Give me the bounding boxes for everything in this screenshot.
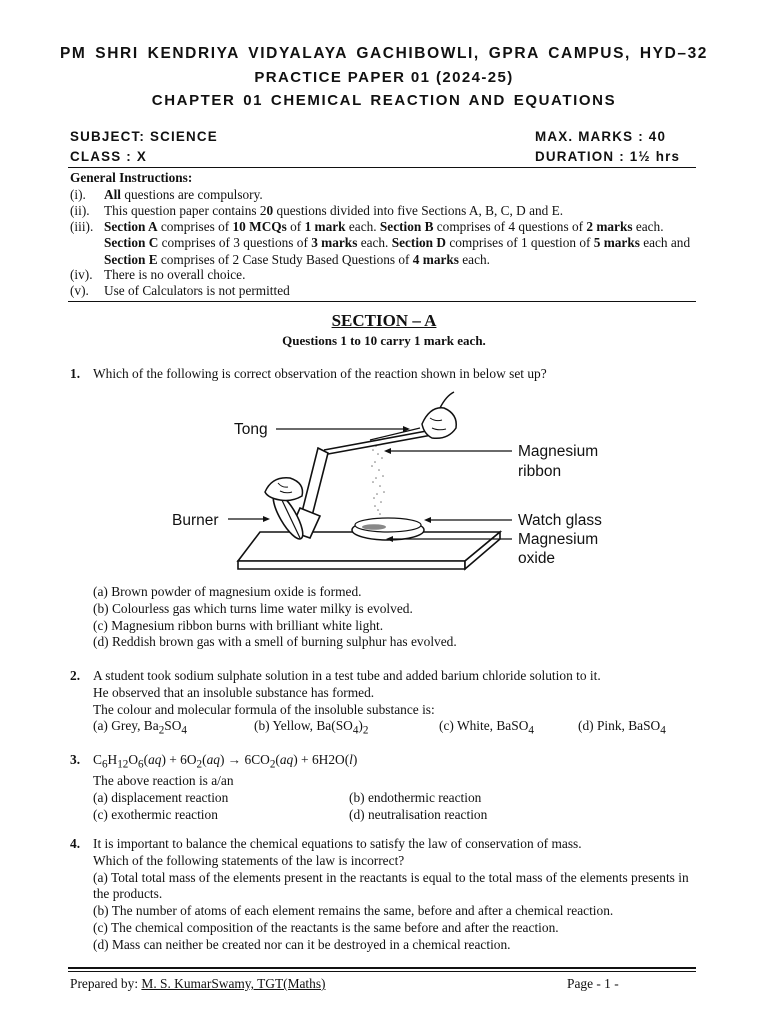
instruction-item (70, 187, 698, 203)
chemical-equation: $C_6H_{12}O_6(aq) + 6O_2(aq) \to 6CO_2(aq) + 6H2O(l)$ (93, 752, 358, 771)
instruction-text: Use of Calculators is not permitted (104, 283, 290, 298)
question-number: 1. (70, 366, 81, 381)
options-row (70, 807, 698, 824)
subject-label: SUBJECT: SCIENCE (70, 129, 218, 144)
prepared-by (70, 976, 326, 992)
question-4 (70, 836, 698, 954)
label-tong: Tong (234, 421, 268, 438)
option-b: (b) Yellow, $Ba(SO_4)_2$ (254, 718, 369, 738)
option-d: (d) Pink, BaSO$_4$ (578, 718, 666, 738)
page-number: Page - 1 - (567, 976, 619, 991)
option-c: (c) Magnesium ribbon burns with brilliant white light. (93, 617, 384, 633)
option-c: (c) The chemical composition of the reactants is the same before and after the reaction. (93, 919, 559, 935)
question-number: 4. (70, 836, 81, 851)
watch-glass-rim (355, 518, 421, 532)
tong-arm (324, 430, 432, 450)
instruction-text: There is no overall choice. (104, 267, 246, 282)
class-label: CLASS : X (70, 149, 148, 164)
bench-front (238, 561, 465, 569)
label-burner: Burner (172, 512, 219, 529)
right-hand (422, 408, 456, 438)
option-a: (a) displacement reaction (93, 790, 229, 806)
option-a: (a) Grey, $Ba_2SO_4$ (93, 718, 187, 738)
label-magnesium-oxide-1: Magnesium (518, 531, 599, 548)
label-magnesium-oxide-2: oxide (518, 550, 556, 567)
question-text: Which of the following statements of the law is incorrect? (93, 852, 405, 868)
paper-title: PRACTICE PAPER 01 (2024-25) (254, 69, 514, 86)
label-watch-glass: Watch glass (518, 512, 602, 529)
question-3 (70, 752, 698, 824)
instruction-text: Section A comprises of 10 MCQs of 1 mark each. Section B comprises of 4 questions of 2 marks each. Section C comprises of 3 questions of 3 marks each. Section D comprises of 1 question of 5 marks each and Section E comprises of 2 Case Study Based Questions of 4 marks each. (104, 219, 691, 267)
chapter-title: CHAPTER 01 CHEMICAL REACTION AND EQUATIONS (151, 92, 617, 109)
max-marks-label: MAX. MARKS : 40 (535, 129, 667, 144)
instruction-number: (iii). (70, 219, 94, 234)
magnesium-oxide-powder (362, 524, 386, 530)
option-b: (b) The number of atoms of each element remains the same, before and after a chemical reaction. (93, 903, 614, 919)
instruction-item (70, 267, 698, 283)
question-number: 3. (70, 752, 81, 767)
instruction-number: (iv). (70, 267, 93, 282)
label-magnesium-ribbon-1: Magnesium (518, 443, 599, 460)
option-b: (b) endothermic reaction (349, 790, 482, 806)
option-d: (d) neutralisation reaction (349, 807, 488, 823)
question-text: A student took sodium sulphate solution in a test tube and added barium chloride solution to it. (93, 668, 601, 683)
option-c: (c) White, BaSO$_4$ (439, 718, 534, 738)
instruction-item (70, 283, 698, 299)
instruction-number: (i). (70, 187, 86, 202)
option-a: (a) Total total mass of the elements present in the reactants is equal to the total mass of the elements presents in the products. (93, 869, 689, 902)
instruction-number: (v). (70, 283, 89, 298)
option-a: (a) Brown powder of magnesium oxide is formed. (93, 584, 362, 599)
instructions-title: General Instructions: (70, 170, 193, 185)
question-text: The above reaction is a/an (93, 773, 234, 789)
instructions-divider (68, 301, 696, 302)
prepared-label: Prepared by: (70, 976, 139, 991)
option-b: (b) Colourless gas which turns lime water milky is evolved. (93, 600, 413, 616)
question-text: Which of the following is correct observation of the reaction shown in below set up? (93, 366, 547, 381)
school-name: PM SHRI KENDRIYA VIDYALAYA GACHIBOWLI, GPRA CAMPUS, HYD–32 (59, 45, 709, 62)
question-text: The colour and molecular formula of the insoluble substance is: (93, 701, 435, 717)
instruction-item (70, 219, 698, 268)
section-subtitle: Questions 1 to 10 carry 1 mark each. (282, 333, 486, 348)
question-text: It is important to balance the chemical equations to satisfy the law of conservation of mass. (93, 836, 582, 851)
question-2 (70, 668, 698, 740)
question-1-options (70, 584, 698, 651)
instruction-text: This question paper contains 20 questions divided into five Sections A, B, C, D and E. (104, 203, 564, 218)
instruction-item (70, 203, 698, 219)
option-c: (c) exothermic reaction (93, 807, 218, 823)
instruction-number: (ii). (70, 203, 90, 218)
label-magnesium-ribbon-2: ribbon (518, 463, 562, 480)
footer-rule-thick (68, 967, 696, 969)
magnesium-burning-diagram (160, 388, 630, 588)
header-divider (68, 167, 696, 168)
instruction-text: All questions are compulsory. (104, 187, 263, 202)
question-1 (70, 366, 698, 383)
footer-rule-thin (68, 971, 696, 972)
left-hand (265, 478, 303, 501)
options-row (70, 790, 698, 807)
option-d: (d) Reddish brown gas with a smell of burning sulphur has evolved. (93, 634, 457, 650)
question-number: 2. (70, 668, 81, 683)
author-name: M. S. KumarSwamy, TGT(Maths) (141, 976, 326, 991)
section-title: SECTION – A (331, 311, 437, 330)
option-d: (d) Mass can neither be created nor can it be destroyed in a chemical reaction. (93, 936, 511, 952)
options-row (70, 718, 698, 739)
duration-label: DURATION : 1½ hrs (535, 149, 681, 164)
falling-powder (371, 445, 385, 515)
question-text: He observed that an insoluble substance has formed. (93, 684, 375, 700)
